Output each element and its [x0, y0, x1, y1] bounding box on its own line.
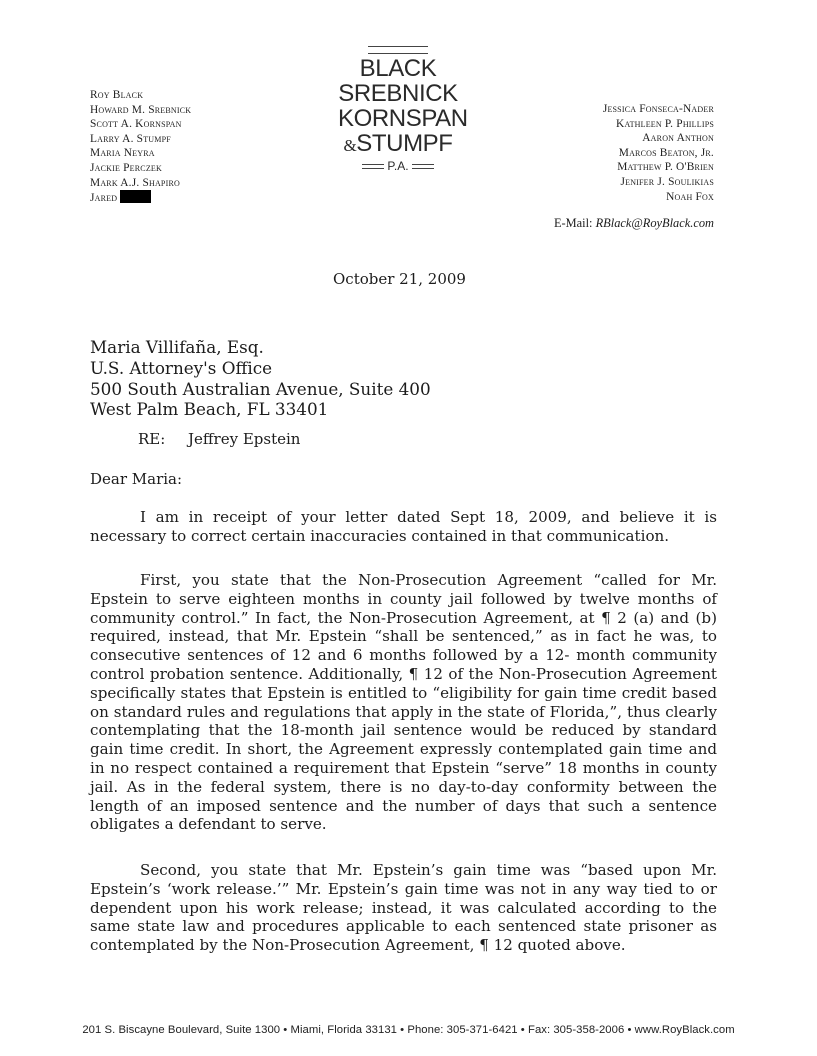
- logo-word: STUMPF: [356, 130, 453, 157]
- partner-name: Maria Neyra: [90, 147, 155, 160]
- recipient-street: 500 South Australian Avenue, Suite 400: [90, 378, 431, 399]
- body-paragraph: I am in receipt of your letter dated Sept 18, 2009, and believe it is necessary to correct certain inaccuracies contained in that communication.: [90, 508, 717, 545]
- email-address: RBlack@RoyBlack.com: [595, 216, 714, 230]
- logo-line: SREBNICK: [338, 80, 458, 107]
- associate-name: Marcos Beaton, Jr.: [618, 146, 714, 159]
- associate-name: Noah Fox: [666, 190, 714, 203]
- firm-email: [554, 216, 714, 231]
- associate-name: Kathleen P. Phillips: [616, 117, 714, 130]
- redaction-box: [120, 190, 151, 203]
- partner-name: Jared: [90, 192, 118, 205]
- associate-name: Jessica Fonseca-Nader: [602, 103, 714, 115]
- redacted-partner: [90, 190, 191, 206]
- re-line: [138, 430, 300, 448]
- logo-suffix-row: [338, 159, 458, 173]
- partner-name: Jackie Perczek: [90, 161, 162, 174]
- associate-name: Aaron Anthon: [642, 132, 714, 145]
- associate-name: Matthew P. O'Brien: [617, 161, 714, 174]
- partner-name: Larry A. Stumpf: [90, 132, 171, 145]
- recipient-name: Maria Villifaña, Esq.: [90, 337, 264, 357]
- recipient-address: [90, 337, 431, 420]
- logo-line: [338, 131, 458, 158]
- firm-logo: [338, 46, 468, 173]
- partner-name: Mark A.J. Shapiro: [90, 176, 180, 189]
- body-paragraph: Second, you state that Mr. Epstein’s gain time was “based upon Mr. Epstein’s ‘work release.’” Mr. Epstein’s gain time was not in any way tied to or dependent upon his work release; instead, it was calculated according to the same state law and procedures applicable to each sentenced state prisoner as contemplated by the Non-Prosecution Agreement, ¶ 12 quoted above.: [90, 861, 717, 955]
- recipient-city: West Palm Beach, FL 33401: [90, 399, 329, 420]
- logo-top-rule: [368, 46, 428, 54]
- re-label: RE:: [138, 430, 166, 448]
- logo-line: BLACK: [359, 55, 437, 82]
- partner-list-left: [90, 88, 191, 206]
- letterhead-footer: 201 S. Biscayne Boulevard, Suite 1300 • Miami, Florida 33131 • Phone: 305-371-6421 • Fax: 305-358-2006 • www.RoyBlack.com: [82, 1024, 735, 1036]
- associate-name: Jenifer J. Soulikias: [620, 175, 714, 188]
- partner-name: Howard M. Srebnick: [90, 103, 192, 116]
- logo-line: KORNSPAN: [338, 105, 468, 132]
- partner-name: Roy Black: [90, 89, 144, 101]
- re-subject: Jeffrey Epstein: [188, 430, 301, 448]
- email-label: E-Mail:: [553, 216, 593, 230]
- logo-rule: [412, 164, 434, 169]
- logo-rule: [362, 164, 384, 169]
- letter-date: October 21, 2009: [333, 270, 466, 288]
- partner-name: Scott A. Kornspan: [90, 118, 182, 131]
- logo-ampersand: &: [343, 136, 357, 155]
- recipient-office: U.S. Attorney's Office: [90, 357, 273, 378]
- associate-list-right: [603, 102, 714, 204]
- salutation: Dear Maria:: [90, 470, 183, 488]
- logo-suffix: P.A.: [387, 159, 409, 173]
- body-paragraph: First, you state that the Non-Prosecution Agreement “called for Mr. Epstein to serve eighteen months in county jail followed by twelve months of community control.” In fact, the Non-Prosecution Agreement, at ¶ 2 (a) and (b) required, instead, that Mr. Epstein “shall be sentenced,” as in fact he was, to consecutive sentences of 12 and 6 months followed by a 12- month community control probation sentence. Additionally, ¶ 12 of the Non-Prosecution Agreement specifically states that Epstein is entitled to “eligibility for gain time credit based on standard rules and regulations that apply in the state of Florida,”, thus clearly contemplating that the 18-month jail sentence would be reduced by standard gain time credit. In short, the Agreement expressly contemplated gain time and in no respect contained a requirement that Epstein “serve” 18 months in county jail. As in the federal system, there is no day-to-day conformity between the length of an imposed sentence and the number of days that such a sentence obligates a defendant to serve.: [90, 571, 717, 834]
